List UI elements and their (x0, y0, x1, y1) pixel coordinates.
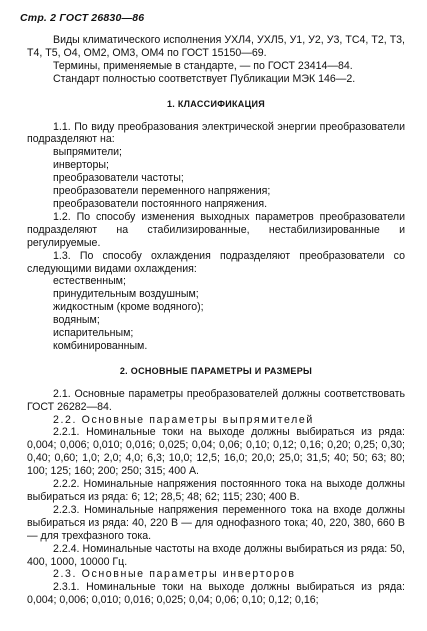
list-item: инверторы; (53, 159, 109, 172)
clause-1-1: 1.1. По виду преобразования электрической энергии преобразователи подразделяют на: (27, 120, 405, 146)
list-item: жидкостным (кроме водяного); (53, 301, 204, 314)
list-item: преобразователи постоянного напряжения. (53, 197, 268, 210)
clause-2-2-4: 2.2.4. Номинальные частоты на входе должны выбираться из ряда: 50, 400, 1000, 10000 Гц. (27, 542, 405, 568)
intro-paragraph: Стандарт полностью соответствует Публикации МЭК 146—2. (53, 72, 356, 85)
clause-2-2-2: 2.2.2. Номинальные напряжения постоянного тока на выходе должны выбираться из ряда: 6; 12; 28,5; 48; 62; 115; 230; 400 В. (27, 478, 405, 503)
list-item: принудительным воздушным; (53, 288, 199, 301)
section-title: 2. ОСНОВНЫЕ ПАРАМЕТРЫ И РАЗМЕРЫ (119, 365, 313, 376)
list-item: испарительным; (53, 327, 134, 340)
list-item: комбинированным. (53, 339, 148, 352)
page-header: Стр. 2 ГОСТ 26830—86 (20, 12, 145, 24)
clause-2-3-1: 2.3.1. Номинальные токи на выходе должны выбираться из ряда: 0,004; 0,006; 0,010; 0,016; 0,025; 0,04; 0,06; 0,10; 0,12; 0,16; (27, 581, 405, 607)
page-content (27, 34, 405, 607)
clause-2-2: 2.2. Основные параметры выпрямителей (53, 413, 314, 426)
clause-2-3: 2.3. Основные параметры инверторов (53, 568, 296, 581)
clause-2-2-3: 2.2.3. Номинальные напряжения переменного тока на входе должны выбираться из ряда: 40, 220 В — для однофазного тока; 40, 220, 380, 660 В — для трехфазного тока. (27, 503, 405, 542)
clause-2-1: 2.1. Основные параметры преобразователей должны соответствовать ГОСТ 26282—84. (27, 387, 405, 413)
intro-paragraph: Виды климатического исполнения УХЛ4, УХЛ5, У1, У2, У3, ТС4, Т2, Т3, Т4, Т5, О4, ОМ2, ОМ3, ОМ4 по ГОСТ 15150—69. (27, 34, 405, 59)
clause-1-3: 1.3. По способу охлаждения подразделяют преобразователи со следующими видами охлаждения: (27, 249, 405, 275)
list-item: преобразователи переменного напряжения; (53, 185, 271, 198)
list-item: выпрямители; (53, 146, 123, 159)
list-item: преобразователи частоты; (53, 172, 184, 185)
intro-paragraph: Термины, применяемые в стандарте, — по ГОСТ 23414—84. (53, 59, 353, 72)
clause-2-2-1: 2.2.1. Номинальные токи на выходе должны выбираться из ряда: 0,004; 0,006; 0,010; 0,016; 0,025; 0,04; 0,06; 0,10; 0,12; 0,16; 0,20; 0,25; 0,30; 0,40; 0,60; 1,0; 2,0; 4,0; 6,3; 10,0; 12,5; 16,0; 20,0; 25,0; 31,5; 40; 50; 63; 80; 100; 125; 160; 200; 250; 315; 400 А. (27, 426, 405, 478)
section-title: 1. КЛАССИФИКАЦИЯ (166, 98, 265, 109)
list-item: естественным; (53, 275, 126, 288)
clause-1-2: 1.2. По способу изменения выходных параметров преобразователи подразделяют на стабилизированные, нестабилизированные и регулируемые. (27, 210, 405, 249)
list-item: водяным; (53, 314, 100, 327)
